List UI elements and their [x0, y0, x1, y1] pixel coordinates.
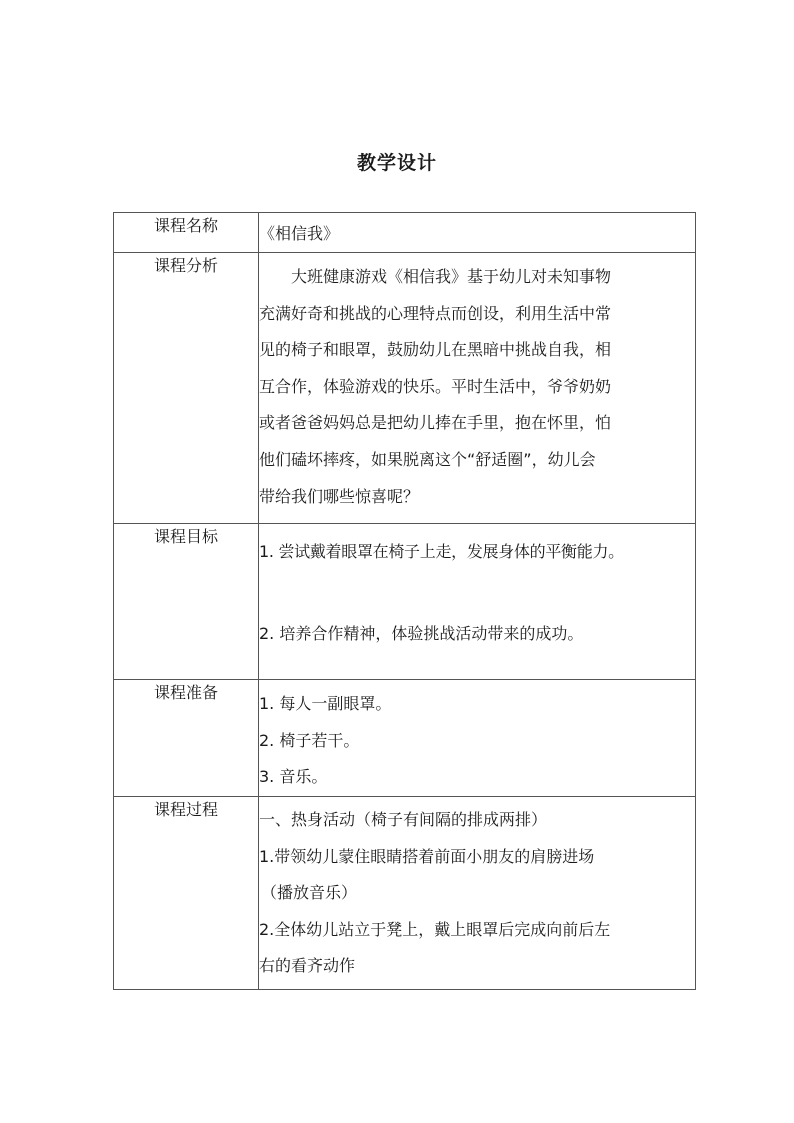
- goal-spacer: [259, 571, 695, 614]
- goal-item: 1. 尝试戴着眼罩在椅子上走，发展身体的平衡能力。: [259, 542, 624, 561]
- process-line: （播放音乐）: [261, 883, 358, 903]
- prep-item: 3. 音乐。: [259, 767, 328, 787]
- row-course-prep: [114, 680, 696, 797]
- label-course-goals: 课程目标: [114, 524, 259, 680]
- value-course-analysis: [259, 253, 696, 524]
- process-line: 1.带领幼儿蒙住眼睛搭着前面小朋友的肩膀进场: [259, 846, 595, 866]
- label-course-prep: 课程准备: [114, 680, 259, 797]
- goal-item: 2. 培养合作精神，体验挑战活动带来的成功。: [259, 624, 584, 643]
- prep-item: 1. 每人一副眼罩。: [259, 694, 392, 713]
- row-course-analysis: [114, 253, 696, 524]
- value-course-goals: [259, 524, 696, 680]
- label-course-process: 课程过程: [114, 797, 259, 990]
- analysis-line: 充满好奇和挑战的心理特点而创设，利用生活中常: [259, 303, 612, 323]
- analysis-line: 见的椅子和眼罩，鼓励幼儿在黑暗中挑战自我，相: [259, 340, 612, 360]
- document-title: 教学设计: [356, 152, 437, 174]
- label-course-analysis: 课程分析: [114, 253, 259, 524]
- analysis-line: 带给我们哪些惊喜呢？: [259, 486, 420, 506]
- process-line: 右的看齐动作: [259, 956, 356, 976]
- row-course-name: [114, 213, 696, 253]
- value-course-process: [259, 797, 696, 990]
- lesson-plan-table: [113, 212, 696, 990]
- value-course-name: [259, 213, 696, 253]
- value-course-prep: [259, 680, 696, 797]
- process-line: 2.全体幼儿站立于凳上，戴上眼罩后完成向前后左: [259, 919, 611, 939]
- course-name-text: 《相信我》: [259, 224, 340, 243]
- row-course-process: [114, 797, 696, 990]
- row-course-goals: [114, 524, 696, 680]
- label-course-name: 课程名称: [114, 213, 259, 253]
- analysis-line: 他们磕坏摔疼，如果脱离这个“舒适圈”，幼儿会: [259, 449, 596, 469]
- analysis-line: 大班健康游戏《相信我》基于幼儿对未知事物: [291, 267, 612, 286]
- process-line: 一、热身活动（椅子有间隔的排成两排）: [259, 810, 548, 829]
- analysis-line: 互合作，体验游戏的快乐。平时生活中，爷爷奶奶: [259, 376, 612, 396]
- analysis-line: 或者爸爸妈妈总是把幼儿捧在手里，抱在怀里，怕: [259, 413, 612, 433]
- prep-item: 2. 椅子若干。: [259, 730, 360, 750]
